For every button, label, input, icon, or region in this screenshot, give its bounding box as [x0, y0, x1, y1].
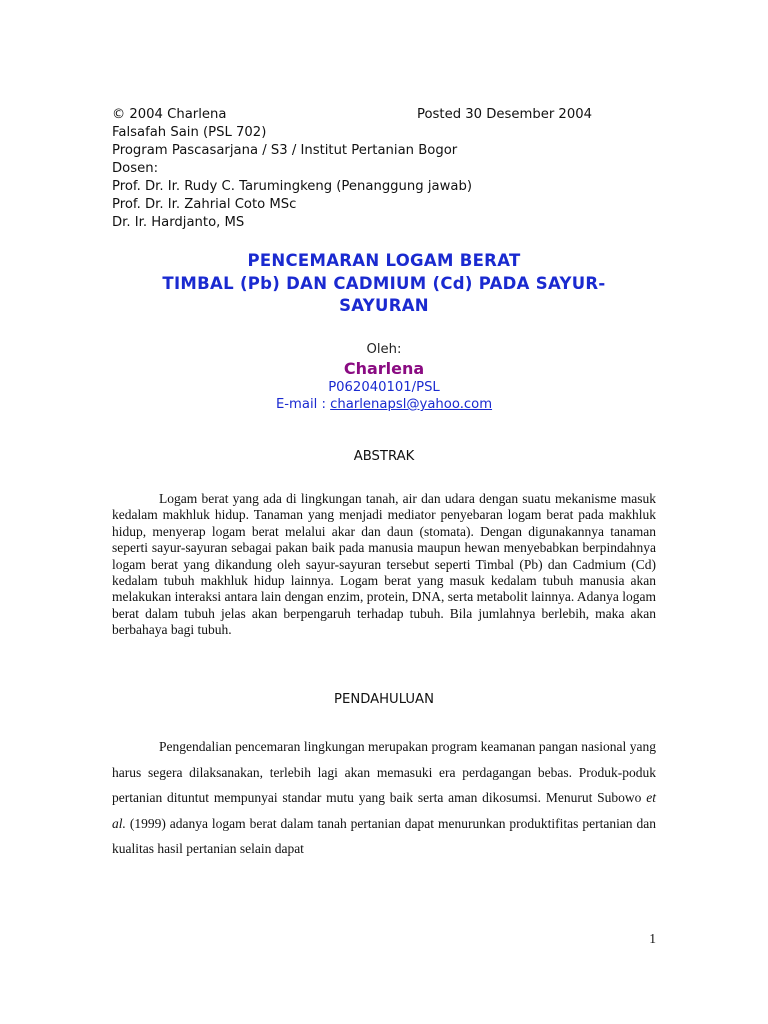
author-byline [0, 341, 768, 413]
email-link[interactable]: charlenapsl@yahoo.com [330, 397, 493, 412]
dosen-label: Dosen: [112, 161, 159, 176]
introduction-heading: PENDAHULUAN [334, 692, 434, 707]
lecturer-3: Dr. Ir. Hardjanto, MS [112, 215, 245, 230]
title-line-2: TIMBAL (Pb) DAN CADMIUM (Cd) PADA SAYUR- [162, 273, 606, 293]
copyright-text: © 2004 Charlena [112, 107, 227, 122]
title-line-1: PENCEMARAN LOGAM BERAT [247, 251, 521, 270]
abstract-body [112, 491, 656, 639]
intro-text-before: Pengendalian pencemaran lingkungan merupakan program keamanan pangan nasional yang harus segera dilaksanakan, terlebih lagi akan memasuki era perdagangan bebas. Produk-poduk pertanian dituntut mempunyai standar mutu yang baik serta aman dikosumsi. Menurut Subowo [112, 739, 656, 806]
abstract-heading: ABSTRAK [353, 449, 415, 464]
course-name: Falsafah Sain (PSL 702) [112, 125, 267, 140]
lecturer-2: Prof. Dr. Ir. Zahrial Coto MSc [112, 197, 297, 212]
oleh-label: Oleh: [366, 342, 402, 357]
email-label: E-mail : [275, 397, 331, 412]
page-number: 1 [649, 931, 656, 946]
intro-text-after: (1999) adanya logam berat dalam tanah pertanian dapat menurunkan produktifitas pertanian dan kualitas hasil pertanian selain dapat [112, 815, 656, 857]
lecturer-1: Prof. Dr. Ir. Rudy C. Tarumingkeng (Penanggung jawab) [112, 179, 472, 194]
intro-text-italic: et al. [112, 790, 656, 831]
email-line [0, 396, 768, 413]
introduction-paragraph [112, 734, 656, 862]
posted-date: Posted 30 Desember 2004 [417, 107, 592, 122]
introduction-body [112, 734, 656, 862]
title-line-3: SAYURAN [339, 296, 429, 315]
document-header [112, 106, 592, 232]
copyright-line [112, 106, 592, 124]
document-title [0, 250, 768, 318]
abstract-paragraph: Logam berat yang ada di lingkungan tanah, air dan udara dengan suatu mekanisme masuk kedalam makhluk hidup. Tanaman yang menjadi mediator penyebaran logam berat pada makhluk hidup, menyerap logam berat melalui akar dan daun (stomata). Dengan digunakannya tanaman seperti sayur-sayuran sebagai pakan baik pada manusia maupun hewan menyebabkan berpindahnya logam berat yang dikandung oleh sayur-sayuran tersebut seperti Timbal (Pb) dan Cadmium (Cd) kedalam tubuh makhluk hidup lainnya. Logam berat yang masuk kedalam tubuh manusia akan melakukan interaksi antara lain dengan enzim, protein, DNA, serta metabolit lainnya. Adanya logam berat dalam tubuh jelas akan berpengaruh terhadap tubuh. Bila jumlahnya berlebih, maka akan berbahaya bagi tubuh. [112, 491, 656, 638]
program-name: Program Pascasarjana / S3 / Institut Pertanian Bogor [112, 143, 458, 158]
author-name: Charlena [343, 359, 425, 378]
student-id: P062040101/PSL [328, 380, 440, 395]
